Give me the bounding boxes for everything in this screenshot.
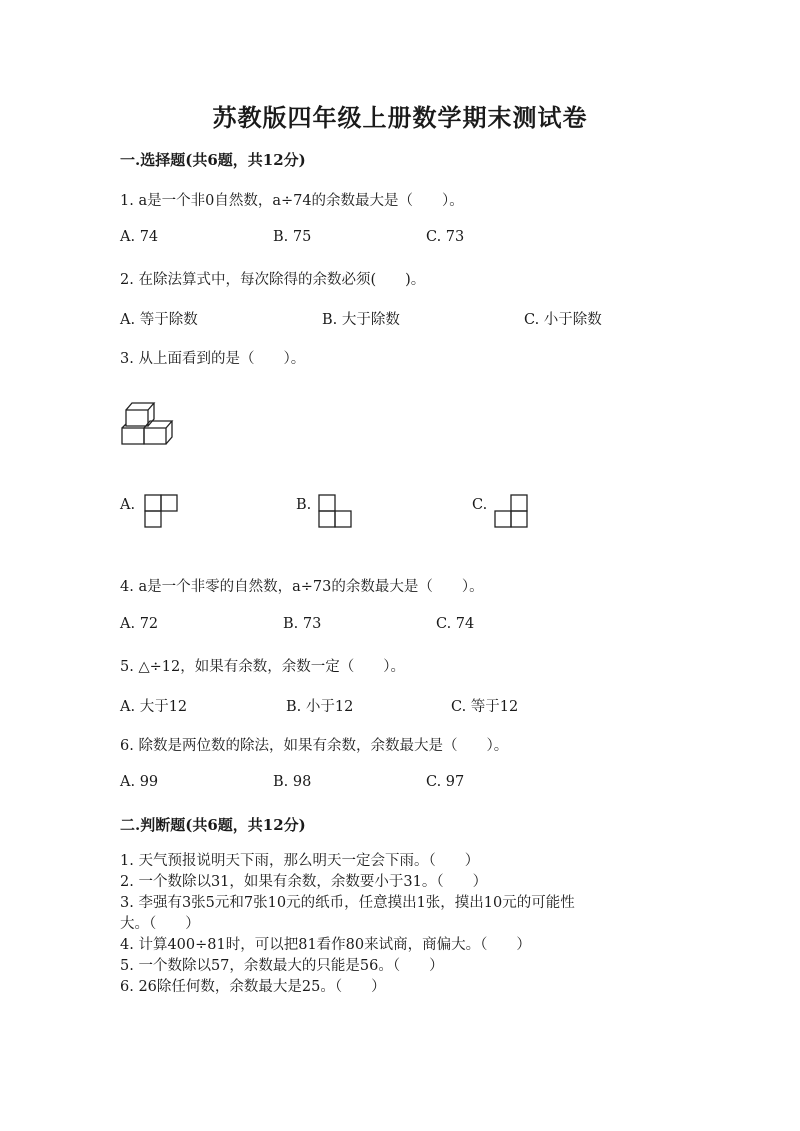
judgement-6: 6. 26除任何数，余数最大是25。（ ） bbox=[120, 979, 386, 995]
q3-option-c: C. bbox=[472, 497, 488, 513]
question-5: 5. △÷12，如果有余数，余数一定（ ）。 bbox=[120, 659, 405, 675]
question-4: 4. a是一个非零的自然数，a÷73的余数最大是（ ）。 bbox=[120, 579, 484, 595]
q5-option-c: C. 等于12 bbox=[451, 699, 519, 715]
judgement-5: 5. 一个数除以57，余数最大的只能是56。（ ） bbox=[120, 958, 444, 974]
top-view-figure-c bbox=[494, 494, 528, 528]
judgement-3-continued: 大。（ ） bbox=[120, 916, 200, 932]
q1-option-a: A. 74 bbox=[120, 229, 159, 245]
q1-option-c: C. 73 bbox=[426, 229, 465, 245]
judgement-1: 1. 天气预报说明天下雨，那么明天一定会下雨。（ ） bbox=[120, 853, 480, 869]
page-title: 苏教版四年级上册数学期末测试卷 bbox=[212, 103, 588, 132]
q6-option-b: B. 98 bbox=[273, 774, 312, 790]
q1-option-b: B. 75 bbox=[273, 229, 312, 245]
question-3: 3. 从上面看到的是（ ）。 bbox=[120, 351, 306, 367]
question-1: 1. a是一个非0自然数，a÷74的余数最大是（ ）。 bbox=[120, 193, 464, 209]
judgement-3: 3. 李强有3张5元和7张10元的纸币，任意摸出1张，摸出10元的可能性 bbox=[120, 895, 575, 911]
q4-option-b: B. 73 bbox=[283, 616, 322, 632]
q5-option-a: A. 大于12 bbox=[120, 699, 188, 715]
section-heading-choice: 一.选择题(共6题，共12分) bbox=[120, 151, 306, 169]
q2-option-b: B. 大于除数 bbox=[322, 312, 400, 328]
judgement-2: 2. 一个数除以31，如果有余数，余数要小于31。（ ） bbox=[120, 874, 488, 890]
section-heading-judgement: 二.判断题(共6题，共12分) bbox=[120, 816, 306, 834]
q3-option-b: B. bbox=[296, 497, 312, 513]
q2-option-a: A. 等于除数 bbox=[120, 312, 198, 328]
question-6: 6. 除数是两位数的除法，如果有余数，余数最大是（ ）。 bbox=[120, 738, 509, 754]
q5-option-b: B. 小于12 bbox=[286, 699, 354, 715]
q6-option-a: A. 99 bbox=[120, 774, 159, 790]
top-view-figure-a bbox=[144, 494, 178, 528]
question-2: 2. 在除法算式中，每次除得的余数必须( )。 bbox=[120, 272, 426, 288]
q4-option-a: A. 72 bbox=[120, 616, 159, 632]
top-view-figure-b bbox=[318, 494, 352, 528]
q2-option-c: C. 小于除数 bbox=[524, 312, 602, 328]
q4-option-c: C. 74 bbox=[436, 616, 475, 632]
q6-option-c: C. 97 bbox=[426, 774, 465, 790]
q3-option-a: A. bbox=[120, 497, 136, 513]
judgement-4: 4. 计算400÷81时，可以把81看作80来试商，商偏大。（ ） bbox=[120, 937, 531, 953]
cube-stack-figure bbox=[118, 398, 182, 446]
